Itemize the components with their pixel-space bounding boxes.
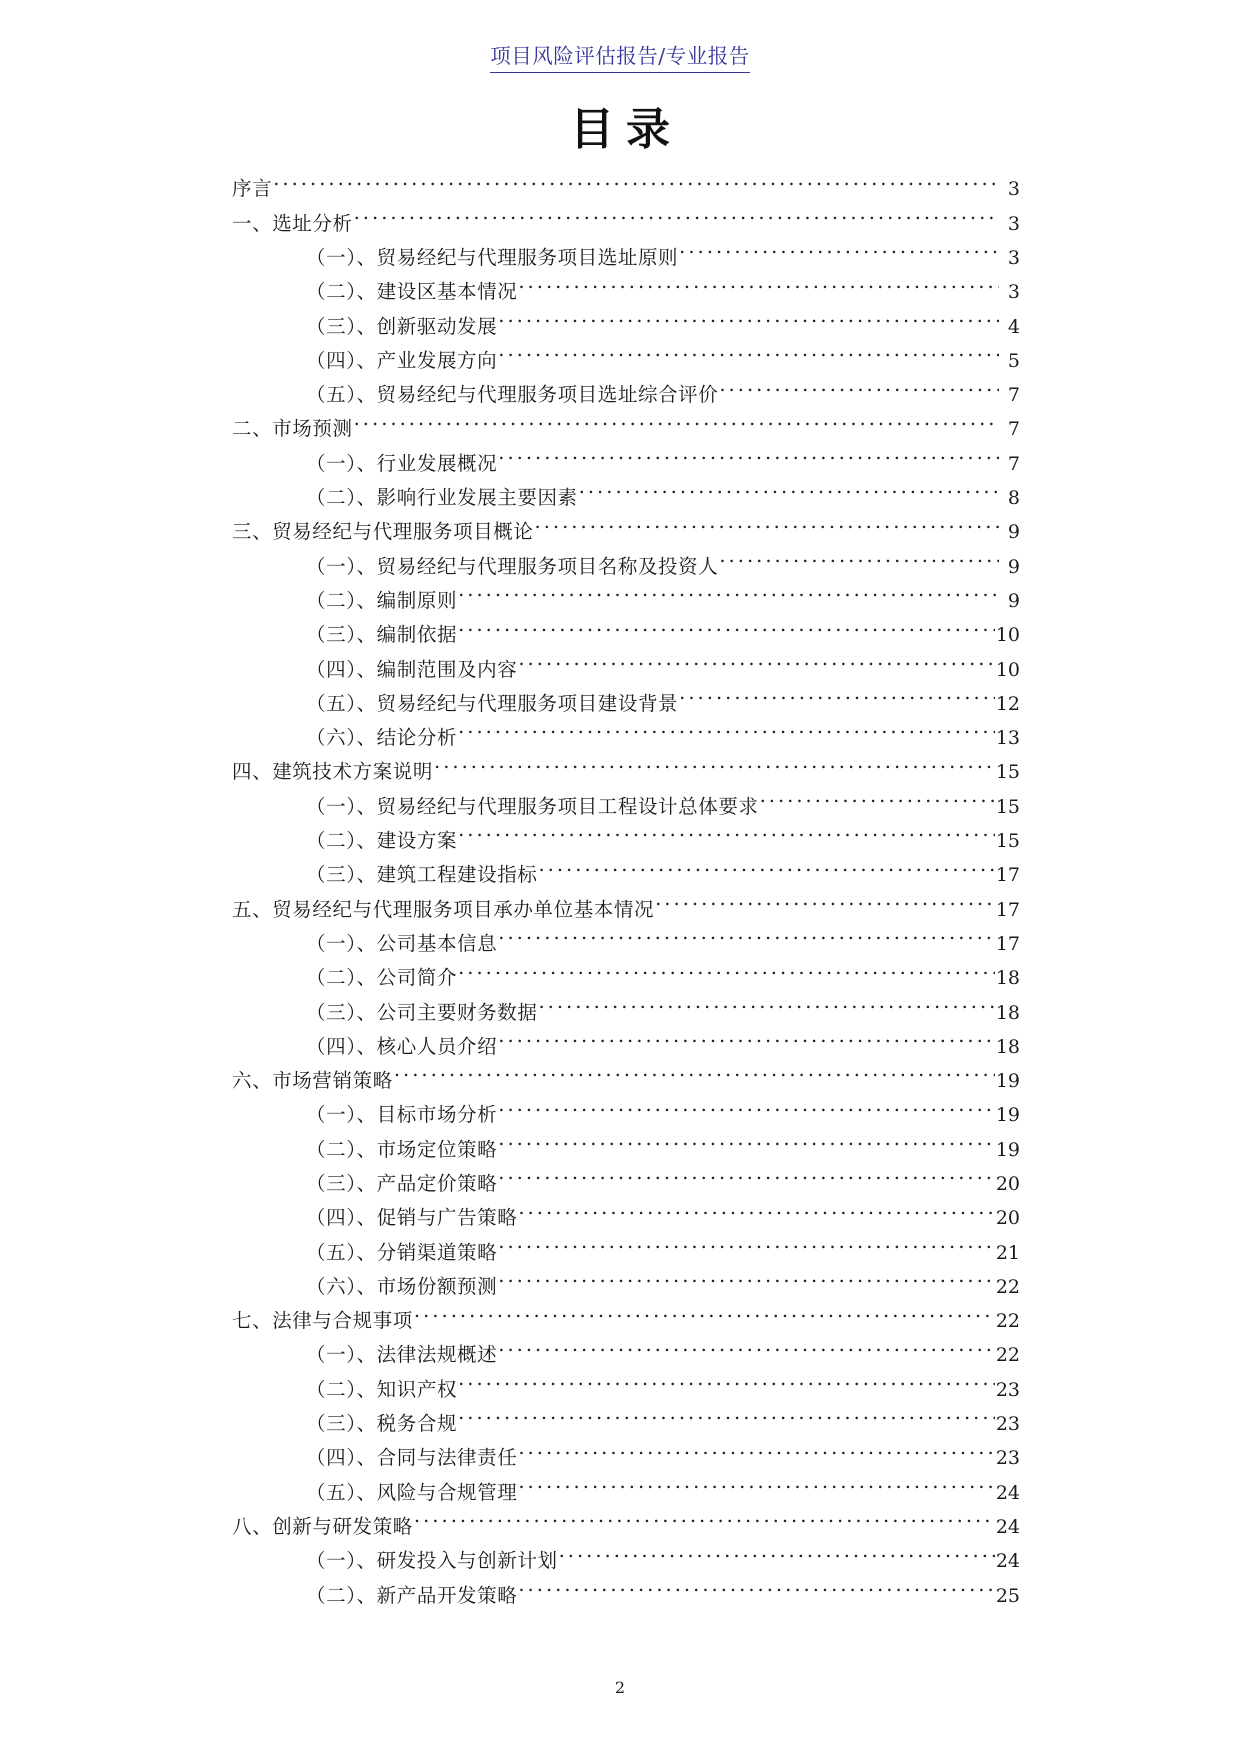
toc-entry-page-number: 4: [1007, 315, 1020, 338]
toc-entry-label: （三）、建筑工程建设指标: [306, 863, 538, 887]
toc-entry[interactable]: [224, 207, 1020, 241]
toc-entry-label: 序言: [232, 177, 273, 201]
toc-entry[interactable]: [224, 687, 1020, 721]
toc-entry-label: （二）、影响行业发展主要因素: [306, 486, 578, 510]
toc-leader-dots: [458, 725, 995, 745]
toc-entry-label: （三）、税务合规: [306, 1412, 458, 1436]
toc-leader-dots: [498, 1273, 995, 1293]
toc-entry-page-number: 3: [1007, 178, 1020, 201]
toc-entry-page-number: 21: [995, 1241, 1020, 1264]
toc-entry[interactable]: [224, 893, 1020, 927]
toc-entry-label: （二）、编制原则: [306, 588, 458, 612]
toc-leader-dots: [498, 1239, 995, 1259]
toc-leader-dots: [458, 587, 999, 607]
toc-entry[interactable]: [224, 1579, 1020, 1613]
toc-entry-page-number: 17: [995, 898, 1020, 921]
toc-entry-page-number: 24: [995, 1515, 1020, 1538]
toc-entry-page-number: 17: [995, 864, 1020, 887]
toc-entry[interactable]: [224, 1373, 1020, 1407]
toc-leader-dots: [679, 244, 999, 264]
toc-entry-page-number: 22: [995, 1344, 1020, 1367]
toc-leader-dots: [354, 210, 999, 230]
toc-entry-page-number: 7: [1007, 418, 1020, 441]
toc-entry[interactable]: [224, 858, 1020, 892]
toc-entry-label: （五）、风险与合规管理: [306, 1480, 518, 1504]
toc-entry-label: （二）、知识产权: [306, 1377, 458, 1401]
toc-leader-dots: [458, 828, 995, 848]
toc-entry-label: （五）、贸易经纪与代理服务项目选址综合评价: [306, 383, 719, 407]
toc-entry[interactable]: [224, 1510, 1020, 1544]
document-header: [0, 0, 1240, 68]
toc-entry-page-number: 18: [995, 967, 1020, 990]
toc-entry[interactable]: [224, 1270, 1020, 1304]
toc-leader-dots: [498, 1136, 995, 1156]
toc-entry-label: 二、市场预测: [232, 417, 353, 441]
toc-entry[interactable]: [224, 515, 1020, 549]
toc-entry-page-number: 15: [995, 830, 1020, 853]
toc-entry-label: （二）、建设方案: [306, 829, 458, 853]
toc-entry[interactable]: [224, 1441, 1020, 1475]
toc-entry-label: （一）、法律法规概述: [306, 1343, 498, 1367]
toc-leader-dots: [538, 862, 994, 882]
toc-entry-page-number: 24: [995, 1550, 1020, 1573]
page-title: 目录: [570, 104, 682, 155]
toc-leader-dots: [273, 176, 999, 196]
toc-leader-dots: [719, 553, 999, 573]
toc-leader-dots: [354, 416, 999, 436]
toc-entry-label: 六、市场营销策略: [232, 1069, 393, 1093]
toc-entry[interactable]: [224, 172, 1020, 206]
toc-entry-label: 一、选址分析: [232, 211, 353, 235]
toc-entry[interactable]: [224, 961, 1020, 995]
toc-entry[interactable]: [224, 344, 1020, 378]
toc-entry-label: （一）、贸易经纪与代理服务项目名称及投资人: [306, 554, 719, 578]
toc-entry[interactable]: [224, 1064, 1020, 1098]
toc-entry-label: （四）、编制范围及内容: [306, 657, 518, 681]
toc-leader-dots: [498, 313, 999, 333]
toc-entry-page-number: 9: [1007, 521, 1020, 544]
toc-entry-label: （四）、合同与法律责任: [306, 1446, 518, 1470]
toc-entry[interactable]: [224, 1167, 1020, 1201]
toc-leader-dots: [498, 930, 995, 950]
toc-leader-dots: [518, 279, 999, 299]
toc-entry-page-number: 3: [1007, 246, 1020, 269]
table-of-contents: [220, 172, 1020, 1612]
toc-entry-page-number: 7: [1007, 384, 1020, 407]
toc-entry[interactable]: [224, 275, 1020, 309]
toc-entry[interactable]: [224, 824, 1020, 858]
toc-entry-label: （一）、研发投入与创新计划: [306, 1549, 558, 1573]
toc-entry[interactable]: [224, 653, 1020, 687]
toc-entry[interactable]: [224, 790, 1020, 824]
toc-entry[interactable]: [224, 1407, 1020, 1441]
toc-entry[interactable]: [224, 1133, 1020, 1167]
toc-entry-label: （六）、结论分析: [306, 726, 458, 750]
toc-entry-page-number: 22: [995, 1275, 1020, 1298]
toc-entry[interactable]: [224, 1201, 1020, 1235]
toc-leader-dots: [458, 1411, 995, 1431]
toc-leader-dots: [458, 1376, 995, 1396]
toc-leader-dots: [414, 1513, 995, 1533]
toc-entry-page-number: 20: [995, 1207, 1020, 1230]
toc-entry-label: （一）、公司基本信息: [306, 931, 498, 955]
toc-leader-dots: [518, 656, 994, 676]
toc-entry-label: （二）、建设区基本情况: [306, 280, 518, 304]
toc-leader-dots: [498, 450, 999, 470]
toc-entry[interactable]: [224, 721, 1020, 755]
toc-leader-dots: [498, 1033, 995, 1053]
toc-entry-label: 七、法律与合规事项: [232, 1309, 413, 1333]
toc-entry-label: （二）、公司简介: [306, 966, 458, 990]
toc-entry-page-number: 24: [995, 1481, 1020, 1504]
toc-leader-dots: [518, 1582, 994, 1602]
toc-entry-label: （四）、产业发展方向: [306, 348, 498, 372]
toc-leader-dots: [498, 347, 999, 367]
toc-entry-label: 八、创新与研发策略: [232, 1514, 413, 1538]
toc-entry-label: （一）、贸易经纪与代理服务项目工程设计总体要求: [306, 794, 759, 818]
toc-leader-dots: [394, 1068, 995, 1088]
toc-entry-page-number: 17: [995, 932, 1020, 955]
toc-leader-dots: [719, 382, 999, 402]
toc-entry-page-number: 23: [995, 1447, 1020, 1470]
toc-entry[interactable]: [224, 1236, 1020, 1270]
toc-entry[interactable]: [224, 927, 1020, 961]
toc-entry-label: （三）、公司主要财务数据: [306, 1000, 538, 1024]
toc-leader-dots: [760, 793, 995, 813]
toc-entry-page-number: 13: [995, 727, 1020, 750]
toc-entry-page-number: 23: [995, 1378, 1020, 1401]
toc-entry[interactable]: [224, 412, 1020, 446]
toc-entry-page-number: 18: [995, 1001, 1020, 1024]
toc-entry-label: （五）、贸易经纪与代理服务项目建设背景: [306, 691, 679, 715]
toc-entry-page-number: 8: [1007, 487, 1020, 510]
toc-entry[interactable]: [224, 447, 1020, 481]
toc-entry[interactable]: [224, 618, 1020, 652]
toc-entry-label: （三）、编制依据: [306, 623, 458, 647]
toc-entry[interactable]: [224, 241, 1020, 275]
toc-entry[interactable]: [224, 1544, 1020, 1578]
toc-entry-page-number: 3: [1007, 212, 1020, 235]
toc-entry[interactable]: [224, 996, 1020, 1030]
toc-entry-label: （三）、产品定价策略: [306, 1172, 498, 1195]
toc-entry[interactable]: [224, 378, 1020, 412]
toc-entry-page-number: 19: [995, 1104, 1020, 1127]
toc-entry-page-number: 12: [995, 692, 1020, 715]
toc-entry-label: 五、贸易经纪与代理服务项目承办单位基本情况: [232, 897, 655, 921]
toc-entry-label: （三）、创新驱动发展: [306, 314, 498, 338]
toc-entry[interactable]: [224, 1338, 1020, 1372]
header-title: 项目风险评估报告/专业报告: [490, 44, 749, 73]
footer: [0, 1678, 1240, 1697]
toc-entry-page-number: 25: [995, 1584, 1020, 1607]
toc-entry-label: （四）、核心人员介绍: [306, 1034, 498, 1058]
toc-leader-dots: [679, 690, 995, 710]
toc-entry[interactable]: [224, 1476, 1020, 1510]
toc-entry-label: 四、建筑技术方案说明: [232, 760, 434, 784]
toc-entry-page-number: 18: [995, 1035, 1020, 1058]
toc-entry-label: （四）、促销与广告策略: [306, 1206, 518, 1230]
toc-leader-dots: [458, 622, 995, 642]
toc-entry-page-number: 15: [995, 761, 1020, 784]
toc-entry-page-number: 10: [995, 624, 1020, 647]
toc-leader-dots: [518, 1479, 994, 1499]
toc-entry-page-number: 10: [995, 658, 1020, 681]
toc-entry-label: （五）、分销渠道策略: [306, 1240, 498, 1264]
toc-entry-page-number: 19: [995, 1070, 1020, 1093]
toc-entry-label: 三、贸易经纪与代理服务项目概论: [232, 520, 534, 544]
toc-leader-dots: [498, 1342, 995, 1362]
toc-leader-dots: [434, 759, 995, 779]
toc-entry-label: （二）、市场定位策略: [306, 1137, 498, 1161]
toc-leader-dots: [535, 519, 999, 539]
toc-leader-dots: [518, 1205, 994, 1225]
toc-entry-page-number: 5: [1007, 349, 1020, 372]
toc-entry-label: （一）、目标市场分析: [306, 1103, 498, 1127]
toc-leader-dots: [655, 896, 995, 916]
toc-entry-page-number: 3: [1007, 281, 1020, 304]
toc-entry-page-number: 9: [1007, 589, 1020, 612]
toc-entry[interactable]: [224, 481, 1020, 515]
toc-entry-page-number: 22: [995, 1310, 1020, 1333]
toc-entry[interactable]: [224, 755, 1020, 789]
toc-entry-page-number: 7: [1007, 452, 1020, 475]
toc-entry-label: （二）、新产品开发策略: [306, 1583, 518, 1607]
toc-leader-dots: [498, 1102, 995, 1122]
toc-entry-label: （六）、市场份额预测: [306, 1274, 498, 1298]
toc-leader-dots: [518, 1445, 994, 1465]
toc-entry[interactable]: [224, 1030, 1020, 1064]
toc-entry[interactable]: [224, 584, 1020, 618]
toc-leader-dots: [458, 965, 995, 985]
toc-leader-dots: [414, 1308, 995, 1328]
toc-entry[interactable]: [224, 550, 1020, 584]
toc-leader-dots: [538, 999, 994, 1019]
toc-entry[interactable]: [224, 310, 1020, 344]
toc-entry-page-number: 9: [1007, 555, 1020, 578]
toc-leader-dots: [559, 1548, 995, 1568]
toc-leader-dots: [579, 485, 999, 505]
toc-entry-page-number: 23: [995, 1413, 1020, 1436]
toc-entry[interactable]: [224, 1304, 1020, 1338]
toc-entry-page-number: 19: [995, 1138, 1020, 1161]
toc-leader-dots: [498, 1171, 995, 1191]
toc-entry-page-number: 20: [995, 1173, 1020, 1195]
toc-entry-label: （一）、行业发展概况: [306, 451, 498, 475]
toc-entry-page-number: 15: [995, 795, 1020, 818]
toc-entry-label: （一）、贸易经纪与代理服务项目选址原则: [306, 245, 679, 269]
toc-entry[interactable]: [224, 1098, 1020, 1132]
footer-page-number: 2: [614, 1678, 626, 1697]
